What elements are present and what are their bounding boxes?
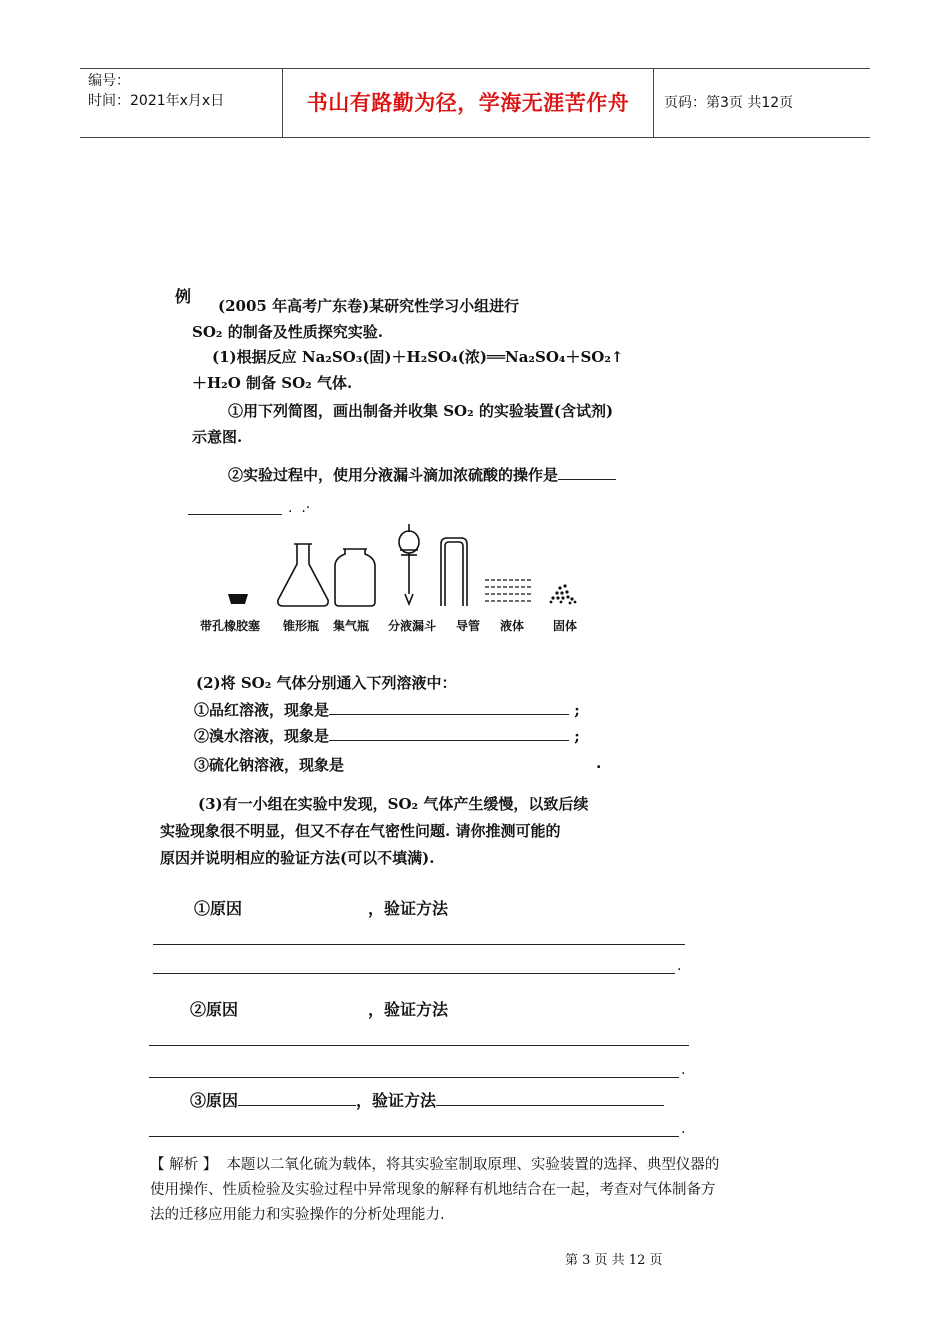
reason-2-method-label: ，验证方法	[368, 1000, 449, 1019]
apparatus-label-stopper: 带孔橡胶塞	[200, 619, 261, 633]
reason-3	[190, 1087, 664, 1114]
solid-shape	[550, 584, 577, 604]
part1-line-2: ＋H₂O 制备 SO₂ 气体.	[192, 374, 353, 392]
line-period: .	[677, 958, 682, 974]
date-line: 时间：2021年x月x日	[88, 93, 225, 109]
stray-dots: . .·	[288, 500, 311, 516]
analysis-text-1: 本题以二氧化硫为载体，将其实验室制取原理、实验装置的选择、典型仪器的	[226, 1157, 720, 1173]
part2-item-3-text: ③硫化钠溶液，现象是	[194, 756, 345, 774]
page-info: 页码：第3页 共12页	[664, 95, 794, 111]
answer-blank[interactable]	[436, 1087, 664, 1106]
stray-period: .	[596, 756, 602, 772]
rubber-stopper-shape	[228, 594, 248, 604]
apparatus-label-liquid: 液体	[500, 619, 525, 633]
apparatus-label-conical-flask: 锥形瓶	[283, 619, 320, 633]
separatory-funnel-shape	[399, 524, 419, 604]
line-period: .	[681, 1121, 686, 1137]
intro-line-1: (2005 年高考广东卷)某研究性学习小组进行	[218, 297, 520, 315]
answer-blank-continued[interactable]	[188, 514, 282, 515]
motto: 书山有路勤为径，学海无涯苦作舟	[283, 69, 654, 137]
part1-item1-line-1: ①用下列简图，画出制备并收集 SO₂ 的实验装置(含试剂)	[228, 402, 614, 420]
reason-3-label: ③原因	[190, 1091, 239, 1110]
part2-intro: (2)将 SO₂ 气体分别通入下列溶液中：	[196, 674, 457, 692]
answer-line[interactable]	[153, 973, 675, 974]
apparatus-figure	[195, 518, 595, 618]
answer-line[interactable]	[149, 1136, 679, 1137]
part2-item-2-text: ②溴水溶液，现象是	[194, 727, 330, 745]
part2-item-2: ②溴水溶液，现象是 ;	[194, 723, 580, 749]
liquid-shape	[485, 580, 533, 601]
part1-item2	[228, 462, 616, 488]
part1-line-1: (1)根据反应 Na₂SO₃(固)＋H₂SO₄(浓)══Na₂SO₄＋SO₂↑	[212, 348, 624, 366]
part1-item1-line-2: 示意图.	[192, 428, 243, 446]
part2-item-1-text: ①品红溶液，现象是	[194, 701, 330, 719]
part3-line-1: (3)有一小组在实验中发现，SO₂ 气体产生缓慢，以致后续	[198, 795, 589, 813]
line-period: .	[681, 1062, 686, 1078]
answer-blank[interactable]	[329, 698, 569, 715]
part2-item-1: ①品红溶液，现象是 ;	[194, 697, 580, 723]
reason-3-method-label: ，验证方法	[356, 1091, 437, 1110]
conical-flask-shape	[278, 544, 328, 606]
apparatus-label-gas-bottle: 集气瓶	[333, 619, 370, 633]
analysis-label: 【 解析 】	[150, 1157, 218, 1173]
part1-item2-text: ②实验过程中，使用分液漏斗滴加浓硫酸的操作是	[228, 466, 559, 484]
apparatus-label-solid: 固体	[553, 619, 578, 633]
page-header	[80, 68, 870, 138]
part3-line-3: 原因并说明相应的验证方法(可以不填满).	[160, 849, 435, 867]
reason-1-method-label: ，验证方法	[368, 899, 449, 918]
part3-line-2: 实验现象很不明显，但又不存在气密性问题. 请你推测可能的	[160, 822, 561, 840]
analysis-line-2: 使用操作、性质检验及实验过程中异常现象的解释有机地结合在一起，考查对气体制备方	[150, 1182, 716, 1198]
delivery-tube-shape	[441, 538, 467, 606]
analysis-line-1	[150, 1153, 830, 1178]
footer-page-number: 第 3 页 共 12 页	[565, 1253, 663, 1268]
example-label: 例	[175, 287, 192, 306]
answer-line[interactable]	[153, 944, 685, 945]
gas-bottle-shape	[335, 549, 375, 606]
reason-1-label: ①原因	[194, 899, 243, 918]
part2-item-3	[194, 752, 344, 778]
apparatus-label-tube: 导管	[456, 619, 481, 633]
analysis-block	[150, 1153, 830, 1228]
intro-line-2: SO₂ 的制备及性质探究实验.	[192, 323, 383, 341]
answer-blank[interactable]	[558, 463, 616, 480]
code-label: 编号：	[88, 73, 130, 89]
reason-2-label: ②原因	[190, 1000, 239, 1019]
answer-line[interactable]	[149, 1045, 689, 1046]
answer-line[interactable]	[149, 1077, 679, 1078]
analysis-line-3: 法的迁移应用能力和实验操作的分析处理能力.	[150, 1207, 445, 1223]
apparatus-label-funnel: 分液漏斗	[388, 619, 437, 633]
header-meta	[80, 69, 283, 137]
answer-blank[interactable]	[238, 1087, 356, 1106]
answer-blank[interactable]	[329, 724, 569, 741]
